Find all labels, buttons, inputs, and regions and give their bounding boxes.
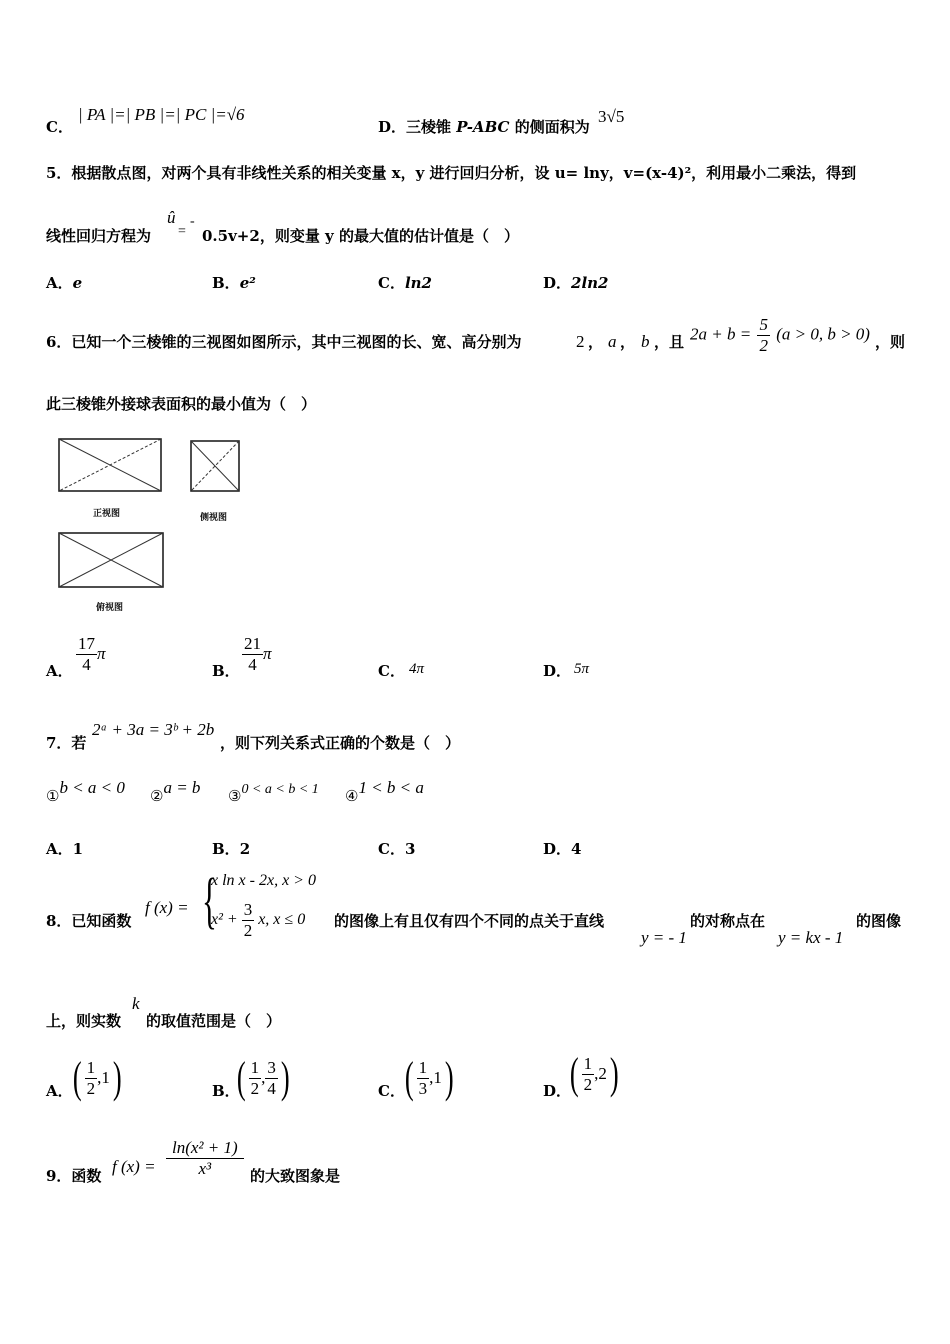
q6-option-a-fraction — [76, 634, 97, 675]
q8-case1: x ln x - 2x, x > 0 — [211, 872, 316, 889]
q8-line2-eq: y = kx - 1 — [778, 928, 844, 947]
q4-option-d-text-pre: 三棱锥 — [406, 118, 457, 136]
q8-option-a-den: 2 — [86, 1078, 96, 1098]
q8-mid1: 的图像上有且仅有四个不同的点关于直线 — [334, 912, 605, 930]
q8-option-b-num1: 1 — [250, 1057, 260, 1077]
q8-option-d-num: 1 — [583, 1053, 593, 1073]
q8-line-eq: y = - 1 — [641, 928, 687, 947]
q4-option-d-label: D． — [378, 118, 407, 136]
q7-pre: 7．若 — [46, 734, 87, 752]
q8-option-c-tail: ,1 — [429, 1068, 442, 1087]
q6-condition-lhs: 2a + b = — [690, 324, 752, 344]
q6-line1-pre: 6．已知一个三棱锥的三视图如图所示，其中三视图的长、宽、高分别为 — [46, 333, 522, 351]
q5-option-d-value: 2ln2 — [571, 274, 609, 292]
q6-condition — [690, 315, 870, 356]
q6-option-b-fraction — [242, 634, 263, 675]
q7-item-4-mark: ④ — [345, 789, 359, 805]
q8-option-b-lparen: ( — [236, 1053, 246, 1102]
q8-option-b-comma: , — [261, 1068, 266, 1087]
q8-option-a-rparen: ) — [112, 1053, 122, 1102]
q6-option-d-value: 5π — [574, 661, 590, 677]
q6-sep3: ，且 — [654, 333, 685, 351]
q6-option-c-value: 4π — [409, 661, 425, 677]
q7-item-2-expr: a = b — [163, 778, 201, 797]
q6-v3: b — [641, 332, 650, 351]
q7-option-a — [46, 838, 83, 859]
q5-option-d — [543, 272, 609, 293]
q4-option-d — [378, 116, 590, 137]
q6-v1: 2 — [576, 332, 585, 351]
q5-hat-u: û — [167, 208, 176, 227]
q8-option-d-lparen: ( — [569, 1049, 579, 1098]
q6-condition-rhs: (a > 0, b > 0) — [776, 324, 870, 344]
q9-fx: f (x) = — [112, 1157, 156, 1176]
side-view-caption: 侧视图 — [200, 513, 228, 523]
q8-case2-num: 3 — [243, 900, 253, 919]
q8-option-b-fraction1 — [249, 1058, 262, 1099]
q8-case2-den: 2 — [243, 921, 253, 940]
q6-line2: 此三棱锥外接球表面积的最小值为（ ） — [46, 395, 317, 413]
q7-item-3-mark: ③ — [228, 789, 242, 805]
q5-line1: 5．根据散点图，对两个具有非线性关系的相关变量 x，y 进行回归分析，设 u= lny，v=(x-4)²，利用最小二乘法，得到 — [46, 164, 857, 182]
q7-option-d — [543, 838, 581, 859]
q6-option-b-label: B． — [212, 662, 240, 680]
q8-option-b-fraction2 — [265, 1058, 278, 1099]
q8-line2-pre: 上，则实数 — [46, 1012, 122, 1030]
q8-option-b-expr — [234, 1053, 293, 1102]
front-view-caption: 正视图 — [93, 509, 121, 519]
q6-option-b-expr — [242, 634, 272, 675]
q6-condition-fraction — [757, 315, 770, 356]
q9-post: 的大致图象是 — [250, 1167, 341, 1185]
q8-option-d-tail: ,2 — [594, 1064, 607, 1083]
q8-option-c-fraction — [417, 1058, 430, 1099]
q6-sep2: ， — [620, 333, 636, 351]
q8-option-a-tail: ,1 — [97, 1068, 110, 1087]
q8-option-a-num: 1 — [86, 1057, 96, 1077]
q7-option-b-label: B． — [212, 840, 240, 858]
q8-option-c-rparen: ) — [444, 1053, 454, 1102]
q5-option-c — [378, 272, 432, 293]
q8-k: k — [132, 994, 140, 1013]
q5-option-b — [212, 272, 256, 293]
q8-case2-fraction — [242, 900, 255, 941]
q4-option-d-text-post: 的侧面积为 — [509, 118, 590, 136]
q7-option-b — [212, 838, 250, 859]
q8-option-d-label: D． — [543, 1082, 572, 1100]
q6-option-d-label: D． — [543, 662, 572, 680]
q7-option-c-value: 3 — [404, 840, 416, 858]
q6-v2: a — [608, 332, 617, 351]
q7-option-d-value: 4 — [571, 840, 582, 858]
q7-item-2 — [150, 778, 201, 805]
q8-line2-post: 的取值范围是（ ） — [146, 1012, 282, 1030]
q8-option-c-lparen: ( — [404, 1053, 414, 1102]
q8-option-d-den: 2 — [583, 1074, 593, 1094]
q8-option-c-den: 3 — [418, 1078, 428, 1098]
q8-option-d-rparen: ) — [609, 1049, 619, 1098]
front-view-diagram — [56, 436, 164, 494]
q5-option-a-value: e — [72, 274, 83, 292]
q6-option-b-den: 4 — [248, 655, 257, 674]
q6-option-a-pi: π — [97, 644, 106, 663]
q7-post: ，则下列关系式正确的个数是（ ） — [220, 734, 461, 752]
q4-option-d-text-italic: P-ABC — [456, 118, 510, 136]
q6-option-a-den: 4 — [82, 655, 91, 674]
q6-option-a-expr — [76, 634, 106, 675]
q8-option-a-expr — [70, 1053, 125, 1102]
q8-option-c-label: C． — [378, 1082, 405, 1100]
q7-option-a-label: A． — [46, 840, 73, 858]
q6-option-a-num: 17 — [78, 634, 95, 653]
q4-option-d-expr: 3√5 — [598, 107, 625, 126]
q6-condition-den: 2 — [759, 336, 768, 355]
q9-pre: 9．函数 — [46, 1167, 102, 1185]
q7-item-4 — [345, 778, 424, 805]
q7-item-1-mark: ① — [46, 789, 60, 805]
q8-option-b-label: B． — [212, 1082, 240, 1100]
q7-item-3 — [228, 778, 319, 805]
q5-minus: - — [190, 214, 195, 229]
q8-case2 — [211, 900, 305, 941]
q8-option-d-fraction — [582, 1054, 595, 1095]
q5-option-a-label: A． — [46, 274, 73, 292]
q7-option-b-value: 2 — [239, 840, 251, 858]
q6-option-b-num: 21 — [244, 634, 261, 653]
q8-option-a-fraction — [85, 1058, 98, 1099]
q7-option-a-value: 1 — [72, 840, 84, 858]
q6-line1-post: ，则 — [875, 333, 906, 351]
q9-denominator: x³ — [198, 1159, 212, 1178]
q8-option-c-num: 1 — [418, 1057, 428, 1077]
q8-option-a-label: A． — [46, 1082, 73, 1100]
q8-option-c-expr — [402, 1053, 457, 1102]
q7-item-1 — [46, 778, 125, 805]
q7-item-3-expr: 0 < a < b < 1 — [241, 782, 319, 797]
q5-option-b-value: e² — [239, 274, 256, 292]
q5-option-b-label: B． — [212, 274, 240, 292]
q5-line2-pre: 线性回归方程为 — [46, 227, 152, 245]
top-view-caption: 俯视图 — [96, 603, 124, 613]
q7-option-c — [378, 838, 415, 859]
q5-option-a — [46, 272, 82, 293]
q8-option-b-den1: 2 — [250, 1078, 260, 1098]
q4-option-c-label: C． — [46, 118, 73, 136]
q8-option-b-num2: 3 — [267, 1057, 276, 1077]
q8-fx: f (x) = — [145, 898, 189, 917]
q8-option-a-lparen: ( — [72, 1053, 82, 1102]
q7-item-1-expr: b < a < 0 — [59, 778, 125, 797]
q6-option-b-pi: π — [263, 644, 272, 663]
q6-option-c-label: C． — [378, 662, 405, 680]
q9-fraction — [166, 1138, 244, 1179]
q8-brace: { — [202, 867, 217, 935]
q5-option-c-value: ln2 — [404, 274, 432, 292]
q9-numerator: ln(x² + 1) — [166, 1138, 244, 1159]
q8-case2-pre: x² + — [211, 911, 238, 929]
q5-option-d-label: D． — [543, 274, 572, 292]
top-view-diagram — [56, 530, 166, 590]
q7-item-4-expr: 1 < b < a — [358, 778, 424, 797]
q8-post: 的图像 — [856, 912, 902, 930]
q8-option-b-den2: 4 — [267, 1078, 276, 1098]
side-view-diagram — [188, 438, 242, 494]
q7-option-c-label: C． — [378, 840, 405, 858]
q5-eq-sign: = — [178, 224, 186, 239]
q7-expr: 2ᵃ + 3a = 3ᵇ + 2b — [92, 720, 215, 739]
q7-item-2-mark: ② — [150, 789, 164, 805]
q8-option-d-expr — [567, 1049, 622, 1098]
q6-option-a-label: A． — [46, 662, 73, 680]
q8-mid2: 的对称点在 — [690, 912, 766, 930]
q8-pre: 8．已知函数 — [46, 912, 132, 930]
q4-option-c-expr: | PA |=| PB |=| PC |=√6 — [78, 105, 245, 124]
q5-option-c-label: C． — [378, 274, 405, 292]
q7-option-d-label: D． — [543, 840, 572, 858]
q5-line2-post: 0.5v+2，则变量 y 的最大值的估计值是（ ） — [202, 227, 519, 245]
q8-option-b-rparen: ) — [280, 1053, 290, 1102]
q8-case2-post: x, x ≤ 0 — [258, 911, 306, 929]
q6-condition-num: 5 — [759, 315, 768, 334]
q9-fraction-body — [166, 1138, 244, 1179]
q6-sep1: ， — [588, 333, 604, 351]
